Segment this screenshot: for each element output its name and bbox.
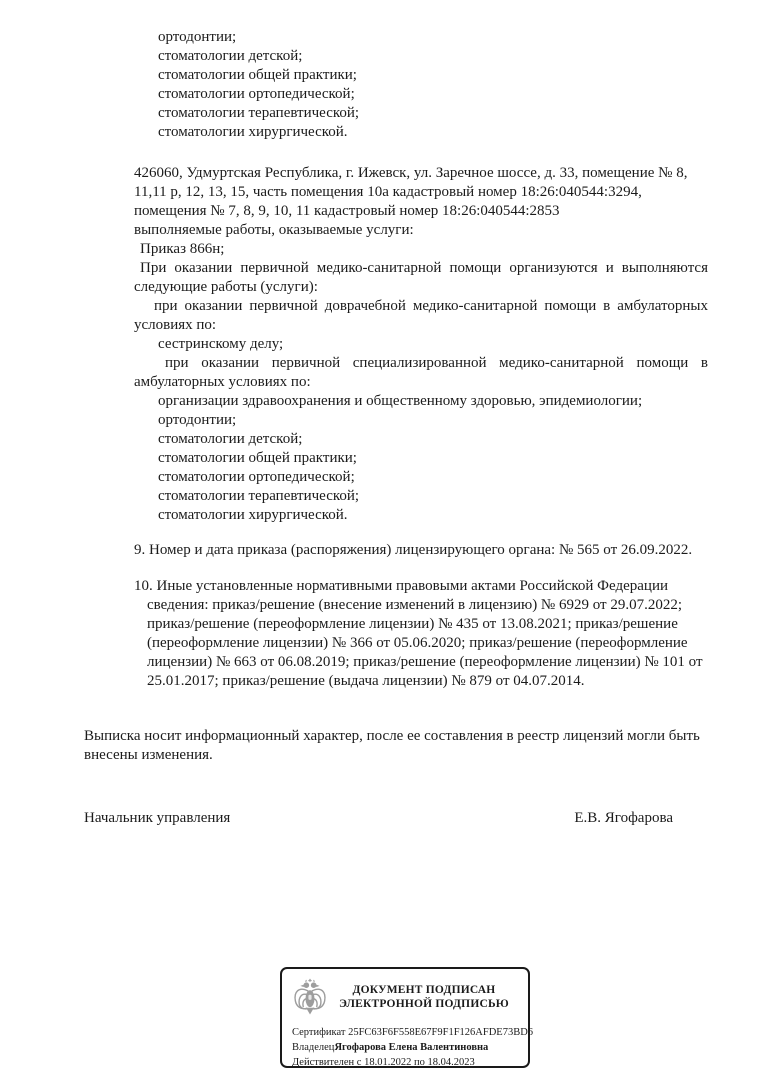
service-list-item: стоматологии хирургической.: [158, 507, 348, 523]
service-list-item: стоматологии общей практики;: [158, 450, 357, 466]
item-9-order-number: 9. Номер и дата приказа (распоряжения) лицензирующего органа: № 565 от 26.09.2022.: [134, 542, 693, 558]
stamp-owner-line: [292, 1040, 520, 1055]
owner-name: Ягофарова Елена Валентиновна: [334, 1042, 489, 1053]
page-content: [84, 28, 712, 828]
signature-row: [84, 809, 712, 828]
service-list-item: стоматологии хирургической.: [158, 124, 348, 140]
informational-note: Выписка носит информационный характер, после ее составления в реестр лицензий могли быть внесены изменения.: [84, 728, 700, 763]
stamp-title: [328, 983, 520, 1011]
stamp-certificate-line: [292, 1025, 534, 1040]
order-866n-line: Приказ 866н;: [140, 241, 225, 257]
paragraph-prehospital-care: при оказании первичной доврачебной медико-санитарной помощи в амбулаторных условиях по:: [134, 298, 708, 333]
service-list-item: организации здравоохранения и общественному здоровью, эпидемиологии;: [158, 393, 643, 409]
stamp-header: [292, 976, 520, 1018]
stamp-title-line1: ДОКУМЕНТ ПОДПИСАН: [352, 984, 496, 996]
service-list-item: стоматологии терапевтической;: [158, 105, 360, 121]
service-list-item: стоматологии ортопедической;: [158, 86, 355, 102]
specialized-service-list: [134, 392, 708, 525]
stamp-title-line2: ЭЛЕКТРОННОЙ ПОДПИСЬЮ: [339, 998, 509, 1010]
stamp-validity-line: Действителен с 18.01.2022 по 18.04.2023: [292, 1057, 475, 1068]
service-list-item: стоматологии терапевтической;: [158, 488, 360, 504]
service-list-item: стоматологии ортопедической;: [158, 469, 355, 485]
signer-position: Начальник управления: [84, 810, 231, 826]
service-list-item: стоматологии детской;: [158, 431, 303, 447]
paragraph-primary-care: При оказании первичной медико-санитарной помощи организуются и выполняются следующие работы (услуги):: [134, 260, 708, 295]
service-list-item: ортодонтии;: [158, 29, 237, 45]
owner-label: Владелец: [292, 1042, 335, 1053]
certificate-value: 25FC63F6F558E67F9F1F126AFDE73BD6: [348, 1027, 534, 1038]
stamp-details: [292, 1025, 534, 1070]
signer-name: Е.В. Ягофарова: [574, 810, 673, 826]
paragraph-specialized-care: при оказании первичной специализированной медико-санитарной помощи в амбулаторных условиях по:: [134, 355, 708, 390]
nursing-item: сестринскому делу;: [158, 336, 284, 352]
electronic-signature-stamp: [280, 967, 534, 1068]
service-list-item: ортодонтии;: [158, 412, 237, 428]
address-paragraph: 426060, Удмуртская Республика, г. Ижевск, ул. Заречное шоссе, д. 33, помещение № 8, 11,11 р, 12, 13, 15, часть помещения 10а кадастровый номер 18:26:040544:3294, помещения № 7, 8, 9, 10, 11 кадастровый номер 18:26:040544:2853: [134, 165, 688, 219]
item-10-other-info: 10. Иные установленные нормативными правовыми актами Российской Федерации сведения: приказ/решение (внесение изменений в лицензию) № 6929 от 29.07.2022; приказ/решение (переоформление лицензии) № 435 от 13.08.2021; приказ/решение (переоформление лицензии) № 366 от 05.06.2020; приказ/решение (переоформление лицензии) № 663 от 06.08.2019; приказ/решение (переоформление лицензии) № 101 от 25.01.2017; приказ/решение (выдача лицензии) № 879 от 04.07.2014.: [134, 578, 703, 689]
certificate-label: Сертификат: [292, 1027, 346, 1038]
service-list-item: стоматологии общей практики;: [158, 67, 357, 83]
works-label: выполняемые работы, оказываемые услуги:: [134, 222, 414, 238]
service-list-item: стоматологии детской;: [158, 48, 303, 64]
russian-coat-of-arms-icon: [292, 976, 328, 1018]
top-service-list: [134, 28, 708, 142]
body-column: [134, 28, 708, 691]
